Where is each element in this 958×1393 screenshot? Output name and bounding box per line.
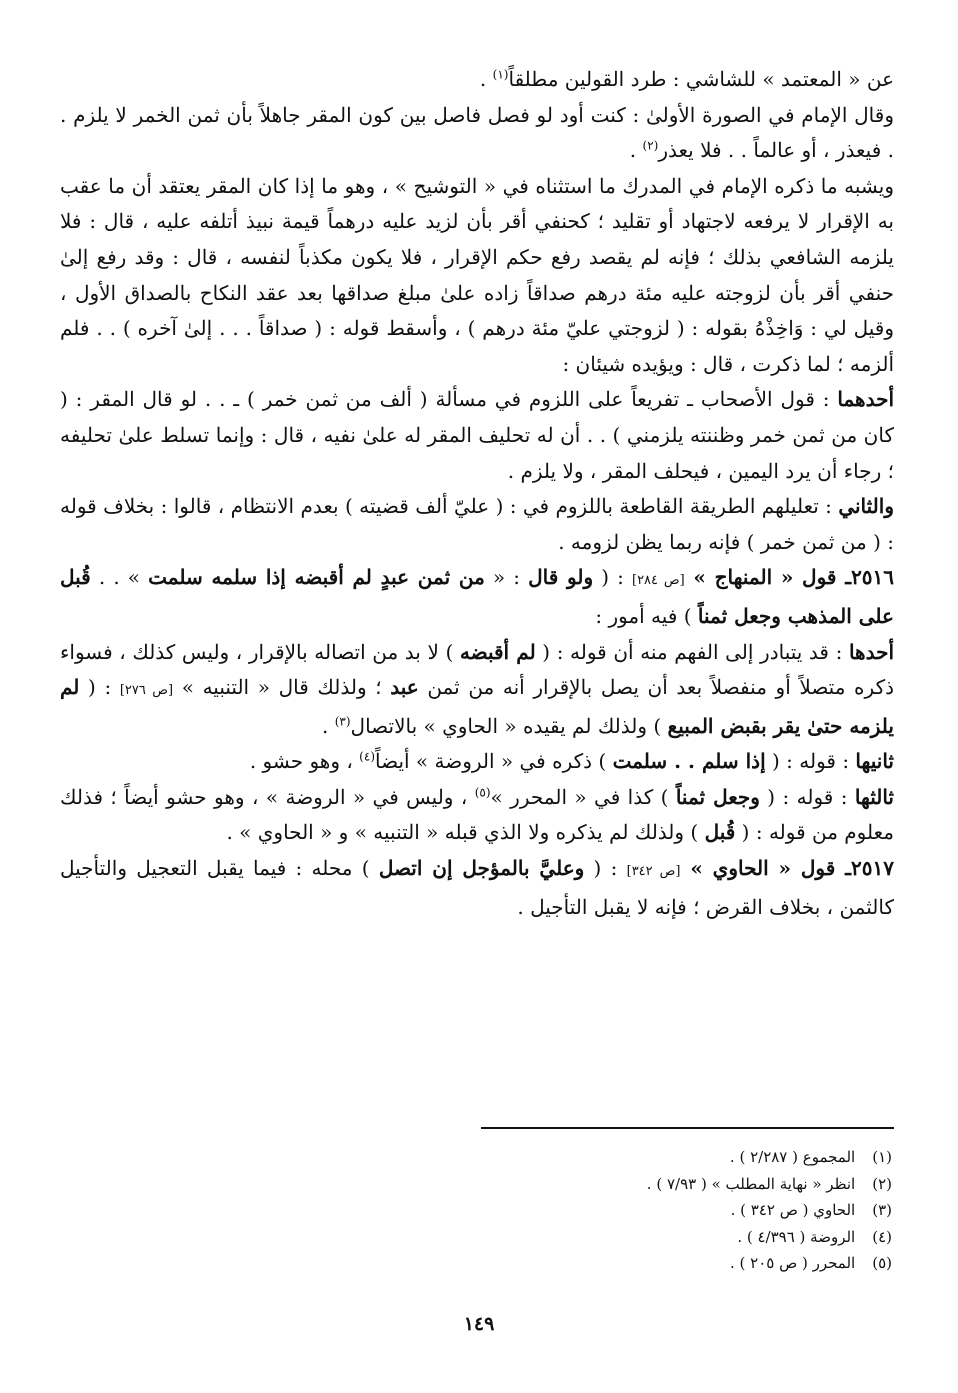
- text-run: لم أقبضه: [459, 639, 536, 664]
- footnote: [392, 1171, 892, 1198]
- footnote-text: المحرر ( ص ٢٠٥ ) .: [729, 1254, 856, 1272]
- text-run: ٢٥١٧ـ قول « الحاوي »: [680, 856, 894, 881]
- text-run: ، وهو حشو .: [249, 749, 360, 774]
- paragraph: [60, 560, 894, 634]
- text-run: وعليَّ بالمؤجل إن اتصل: [378, 856, 585, 881]
- footnote-separator: [481, 1127, 894, 1129]
- footnotes: [392, 1144, 892, 1277]
- text-run: إذا سلم . . سلمت: [612, 749, 766, 774]
- text-run: قُبل على المذهب وجعل ثمناً: [60, 565, 894, 628]
- text-run: : قوله : (: [765, 749, 856, 774]
- text-run: ) ذكره في « الروضة » أيضاً: [375, 749, 613, 774]
- footnote-ref[interactable]: (٢): [642, 138, 659, 153]
- paragraph: [60, 851, 894, 925]
- text-run: ولو قال: [528, 565, 594, 590]
- footnote-ref[interactable]: (٤): [359, 749, 375, 764]
- text-run: ) ولذلك لم يقيده « الحاوي » بالاتصال: [350, 713, 668, 738]
- text-run: : قد يتبادر إلى الفهم منه أن قوله : (: [535, 639, 849, 664]
- text-run: أحدها: [848, 639, 894, 664]
- paragraph: [60, 635, 894, 745]
- text-run: ) فيه أمور :: [595, 603, 698, 628]
- text-run: : «: [484, 565, 529, 590]
- text-run: ، وليس في « الروضة » ، وهو حشو أيضاً ؛ فذلك معلوم من قوله : (: [60, 784, 894, 845]
- paragraph: [60, 62, 894, 98]
- text-run: وجعل ثمناً: [675, 784, 760, 809]
- text-run: .: [629, 138, 643, 163]
- footnote: [392, 1224, 892, 1251]
- text-run: عن « المعتمد » للشاشي : طرد القولين مطلقاً: [508, 67, 894, 91]
- text-run: ) ولذلك لم يذكره ولا الذي قبله « التنبيه » و « الحاوي » .: [226, 820, 705, 845]
- text-run: والثاني: [838, 494, 894, 519]
- text-run: : قول الأصحاب ـ تفريعاً على اللزوم في مسألة ( ألف من ثمن خمر ) ـ . . لو قال المقر : ( كان من ثمن خمر وظننته يلزمني ) . . أن له تحليف المقر له علىٰ نفيه ، قال : وإنما تسلط علىٰ تحليفه ؛ رجاء أن يرد اليمين ، فيحلف المقر ، ولا يلزم .: [60, 387, 894, 483]
- paragraph: [60, 744, 894, 780]
- text-run: ) لا بد من اتصاله بالإقرار ، وليس كذلك ، فسواء ذكره متصلاً أو منفصلاً بعد أن يصل بالإقرار أنه من ثمن: [60, 639, 894, 700]
- footnote-ref[interactable]: (٥): [474, 785, 491, 800]
- paragraph: [60, 489, 894, 560]
- paragraph: [60, 780, 894, 851]
- text-run: من ثمن عبدٍ لم أقبضه إذا سلمه سلمت: [148, 565, 485, 590]
- text-run: ويشبه ما ذكره الإمام في المدرك ما استثناه في « التوشيح » ، وهو ما إذا كان المقر يعتقد أن ما عقب به الإقرار لا يرفعه لاجتهاد أو تقليد ؛ كحنفي أقر بأن لزيد عليه درهماً قيمة نبيذ أتلفه عليه ، قال : فلا يلزمه الشافعي بذلك ؛ فإنه لم يقصد رفع حكم الإقرار ، فلا يكون مكذباً لنفسه ، قال : وقد رفع إلىٰ حنفي أقر بأن لزوجته عليه مئة درهم صداقاً زاده علىٰ مبلغ صداقها بعد عقد النكاح بالصداق الأول ، وقيل لي : وَاخِذْهُ بقوله : ( لزوجتي عليّ مئة درهم ) ، وأسقط قوله : ( صداقاً . . . إلىٰ آخره ) . . فلم ألزمه ؛ لما ذكرت ، قال : ويؤيده شيئان :: [60, 173, 894, 376]
- text-run: : (: [584, 856, 627, 881]
- text-run: ثالثها: [854, 784, 894, 809]
- text-run: ) كذا في « المحرر »: [490, 784, 676, 809]
- text-run: قُبل: [704, 820, 736, 845]
- footnote: [392, 1197, 892, 1224]
- footnote-text: الحاوي ( ص ٣٤٢ ) .: [730, 1201, 856, 1219]
- footnote: [392, 1250, 892, 1277]
- footnote-text: انظر « نهاية المطلب » ( ٧/٩٣ ) .: [646, 1174, 856, 1193]
- footnote-text: الروضة ( ٤/٣٩٦ ) .: [737, 1227, 856, 1246]
- text-run: لم يلزمه حتىٰ يقر بقبض المبيع: [60, 675, 894, 738]
- text-run: : قوله : (: [759, 784, 855, 809]
- footnote: [392, 1144, 892, 1171]
- paragraph: [60, 382, 894, 489]
- footnote-number: (٥): [872, 1254, 892, 1272]
- text-run: : (: [79, 675, 120, 700]
- text-run: .: [321, 713, 335, 738]
- text-run: [ص ٢٨٤]: [632, 573, 685, 589]
- footnote-number: (٣): [872, 1201, 892, 1219]
- text-run: : (: [593, 565, 632, 590]
- page-number: ١٤٩: [463, 1313, 495, 1335]
- footnote-ref[interactable]: (١): [492, 67, 509, 82]
- footnote-number: (٤): [872, 1227, 892, 1246]
- text-run: ) محله : فيما يقبل التعجيل والتأجيل كالثمن ، بخلاف القرض ؛ فإنه لا يقبل التأجيل .: [60, 856, 894, 919]
- footnote-text: المجموع ( ٢/٢٨٧ ) .: [729, 1148, 856, 1166]
- text-run: ٢٥١٦ـ قول « المنهاج »: [684, 565, 895, 590]
- text-run: .: [479, 67, 493, 91]
- footnote-ref[interactable]: (٣): [334, 714, 351, 729]
- paragraph: [60, 98, 894, 169]
- text-run: : تعليلهم الطريقة القاطعة باللزوم في : ( عليّ ألف قضيته ) بعدم الانتظام ، قالوا : بخلاف قوله : ( من ثمن خمر ) فإنه ربما يظن لزومه .: [60, 494, 894, 554]
- footnote-number: (١): [872, 1148, 892, 1166]
- footnote-number: (٢): [872, 1174, 892, 1193]
- text-run: » . .: [90, 565, 149, 590]
- text-run: [ص ٣٤٢]: [626, 864, 681, 880]
- text-run: ثانيها: [855, 749, 894, 774]
- text-run: وقال الإمام في الصورة الأولىٰ : كنت أود لو فصل فاصل بين كون المقر جاهلاً بأن ثمن الخمر لا يلزم . . فيعذر ، أو عالماً . . فلا يعذر: [60, 102, 894, 163]
- text-run: ؛ ولذلك قال « التنبيه »: [173, 675, 391, 700]
- main-text: [60, 62, 894, 925]
- text-run: أحدهما: [837, 387, 894, 412]
- text-run: [ص ٢٧٦]: [119, 683, 174, 699]
- paragraph: [60, 169, 894, 383]
- text-run: عبد: [390, 675, 419, 700]
